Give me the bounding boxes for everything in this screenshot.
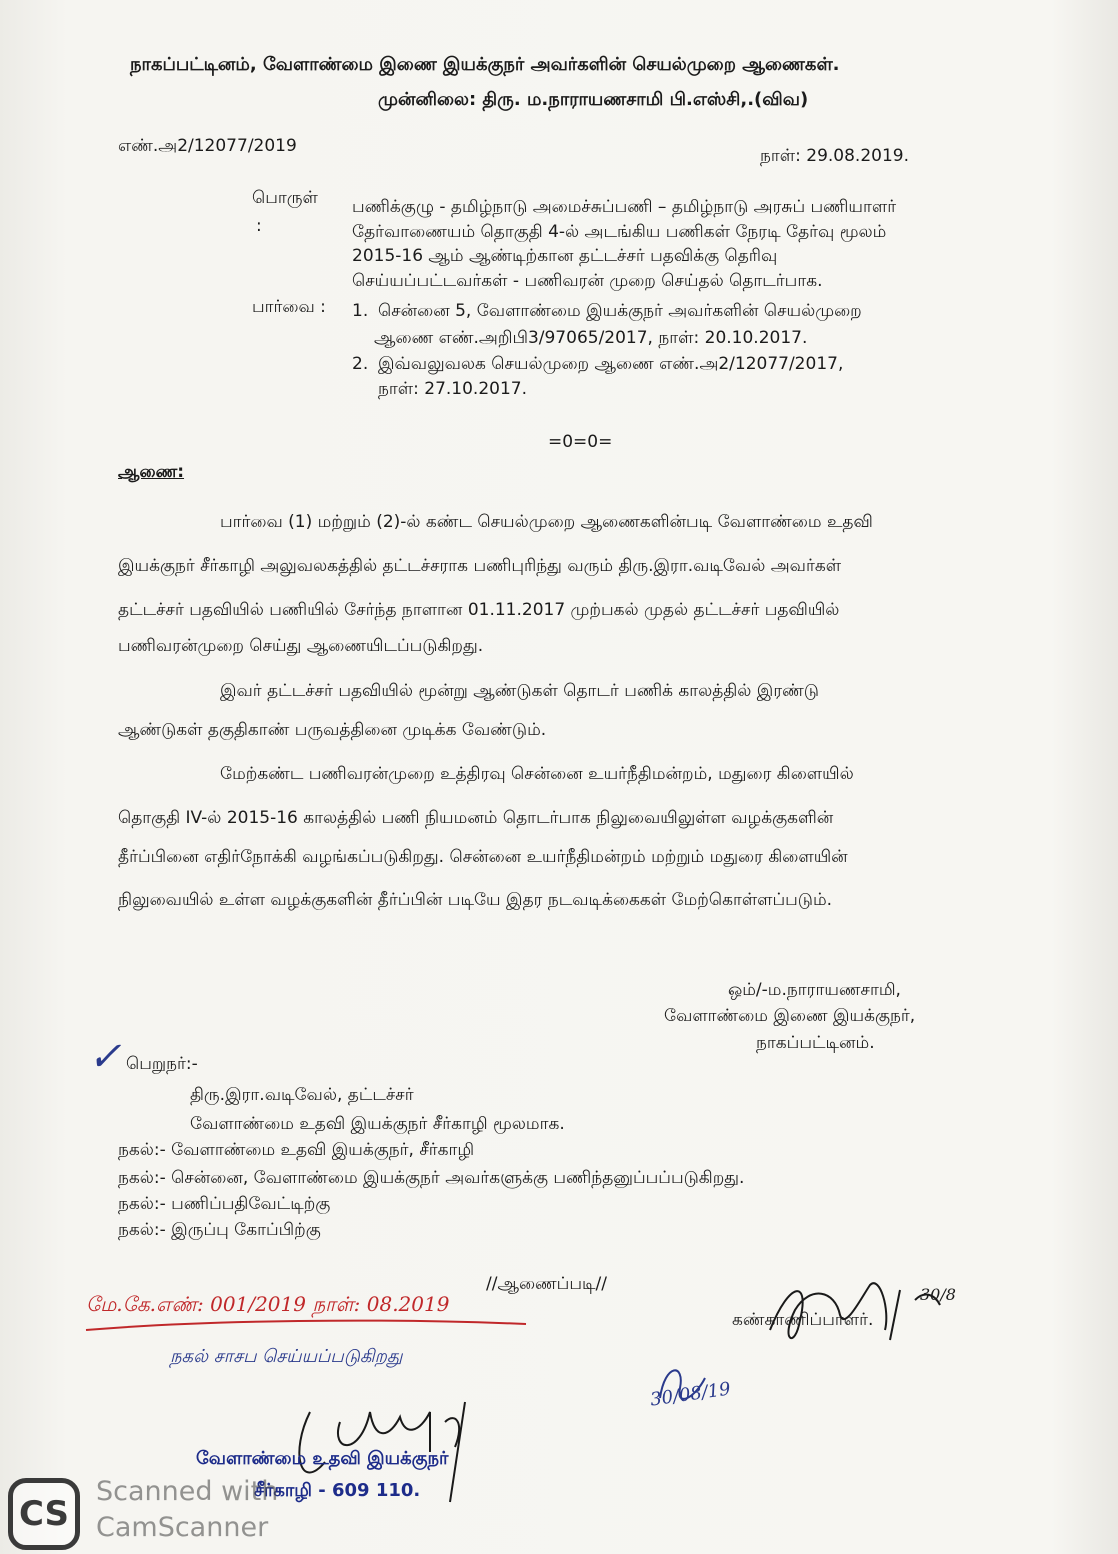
handwritten-red-ref: மே.கே.எண்: 001/2019 நாள்: 08.2019 — [86, 1292, 450, 1316]
handwritten-copy-note: நகல் சாசப செய்யப்படுகிறது — [170, 1346, 403, 1367]
para1-text: பார்வை (1) மற்றும் (2)-ல் கண்ட செயல்முறை ஆணைகளின்படி வேளாண்மை உதவி — [220, 512, 873, 532]
as-ordered-note: //ஆணைப்படி// — [486, 1274, 607, 1294]
para2-line-1: இவர் தட்டச்சர் பதவியில் மூன்று ஆண்டுகள் தொடர் பணிக் காலத்தில் இரண்டு — [220, 681, 819, 701]
recipient-via: வேளாண்மை உதவி இயக்குநர் சீர்காழி மூலமாக. — [190, 1114, 565, 1134]
para1-line-4: பணிவரன்முறை செய்து ஆணையிடப்படுகிறது. — [118, 636, 484, 656]
stamp-line-1: வேளாண்மை உதவி இயக்குநர் — [196, 1448, 449, 1469]
signatory-name: ஒம்/-ம.நாராயணசாமி, — [728, 980, 901, 1000]
reference-2-line-1: இவ்வலுவலக செயல்முறை ஆணை எண்.அ2/12077/2017, — [378, 354, 844, 374]
tick-mark-icon: ✓ — [88, 1034, 122, 1080]
reference-1-line-2: ஆணை எண்.அறிபி3/97065/2017, நாள்: 20.10.2017. — [374, 328, 808, 348]
subject-colon: : — [256, 216, 262, 236]
subject-text: பணிக்குழு - தமிழ்நாடு அமைச்சுப்பணி – தமிழ்நாடு அரசுப் பணியாளர் — [352, 197, 897, 217]
watermark-line-2: CamScanner — [96, 1512, 269, 1543]
svg-text:30/8: 30/8 — [920, 1285, 956, 1304]
copy-line-4: நகல்:- இருப்பு கோப்பிற்கு — [118, 1220, 321, 1240]
copy-line-1: நகல்:- வேளாண்மை உதவி இயக்குநர், சீர்காழி — [118, 1140, 475, 1160]
para3-line-4: நிலுவையில் உள்ள வழக்குகளின் தீர்ப்பின் படியே இதர நடவடிக்கைகள் மேற்கொள்ளப்படும். — [118, 890, 833, 910]
copy-line-2: நகல்:- சென்னை, வேளாண்மை இயக்குநர் அவர்களுக்கு பணிந்தனுப்பப்படுகிறது. — [118, 1168, 745, 1188]
reference-2-number: 2. — [352, 354, 369, 374]
para3-line-1: மேற்கண்ட பணிவரன்முறை உத்திரவு சென்னை உயர்நீதிமன்றம், மதுரை கிளையில் — [220, 764, 854, 784]
para1-line-2: இயக்குநர் சீர்காழி அலுவலகத்தில் தட்டச்சராக பணிபுரிந்து வரும் திரு.இரா.வடிவேல் அவர்கள் — [118, 556, 842, 576]
reference-number: எண்.அ2/12077/2019 — [118, 136, 297, 156]
para3-line-3: தீர்ப்பினை எதிர்நோக்கி வழங்கப்படுகிறது. சென்னை உயர்நீதிமன்றம் மற்றும் மதுரை கிளையின் — [118, 847, 848, 867]
red-underline-icon — [86, 1318, 536, 1338]
signatory-designation: வேளாண்மை இணை இயக்குநர், — [664, 1006, 916, 1026]
order-heading: ஆணை: — [118, 462, 185, 482]
header-presiding-officer: முன்னிலை: திரு. ம.நாராயணசாமி பி.எஸ்சி,.(விவ) — [378, 89, 809, 110]
watermark-line-1: Scanned with — [96, 1476, 279, 1507]
subject-line-4: செய்யப்பட்டவர்கள் - பணிவரன் முறை செய்தல் தொடர்பாக. — [352, 271, 823, 291]
para3-line-2: தொகுதி IV-ல் 2015-16 காலத்தில் பணி நியமனம் தொடர்பாக நிலுவையிலுள்ள வழக்குகளின் — [118, 808, 834, 828]
camscanner-logo: CS — [8, 1478, 80, 1550]
subject-line-1 — [352, 197, 968, 219]
stamp-line-2: சீர்காழி - 609 110. — [254, 1480, 421, 1501]
separator: =0=0= — [548, 432, 613, 452]
para1-line-1 — [220, 512, 986, 534]
subject-line-3: 2015-16 ஆம் ஆண்டிற்கான தட்டச்சர் பதவிக்கு தெரிவு — [352, 246, 778, 266]
para1-line-3: தட்டச்சர் பதவியில் பணியில் சேர்ந்த நாளான 01.11.2017 முற்பகல் முதல் தட்டச்சர் பதவியில் — [118, 600, 840, 620]
reference-1-number: 1. — [352, 301, 369, 321]
header-title: நாகப்பட்டினம், வேளாண்மை இணை இயக்குநர் அவர்களின் செயல்முறை ஆணைகள். — [130, 54, 840, 75]
copy-line-3: நகல்:- பணிப்பதிவேட்டிற்கு — [118, 1194, 331, 1214]
recipient-name: திரு.இரா.வடிவேல், தட்டச்சர் — [190, 1085, 414, 1105]
handwritten-date: 30/08/19 — [648, 1378, 732, 1411]
superintendent-label: கண்காணிப்பாளர். — [732, 1310, 874, 1330]
subject-line-2: தேர்வாணையம் தொகுதி 4-ல் அடங்கிய பணிகள் நேரடி தேர்வு மூலம் — [352, 222, 887, 242]
recipient-label: பெறுநர்:- — [126, 1054, 198, 1074]
signatory-place: நாகப்பட்டினம். — [756, 1033, 875, 1053]
reference-label: பார்வை : — [252, 297, 326, 317]
superintendent-signature-icon — [740, 1270, 990, 1360]
order-date: நாள்: 29.08.2019. — [760, 146, 909, 166]
subject-label: பொருள் — [252, 188, 318, 208]
initials-scribble-icon — [650, 1358, 720, 1418]
reference-1-line-1: சென்னை 5, வேளாண்மை இயக்குநர் அவர்களின் செயல்முறை — [378, 301, 862, 321]
para2-line-2: ஆண்டுகள் தகுதிகாண் பருவத்தினை முடிக்க வேண்டும். — [118, 720, 547, 740]
reference-2-line-2: நாள்: 27.10.2017. — [378, 379, 527, 399]
